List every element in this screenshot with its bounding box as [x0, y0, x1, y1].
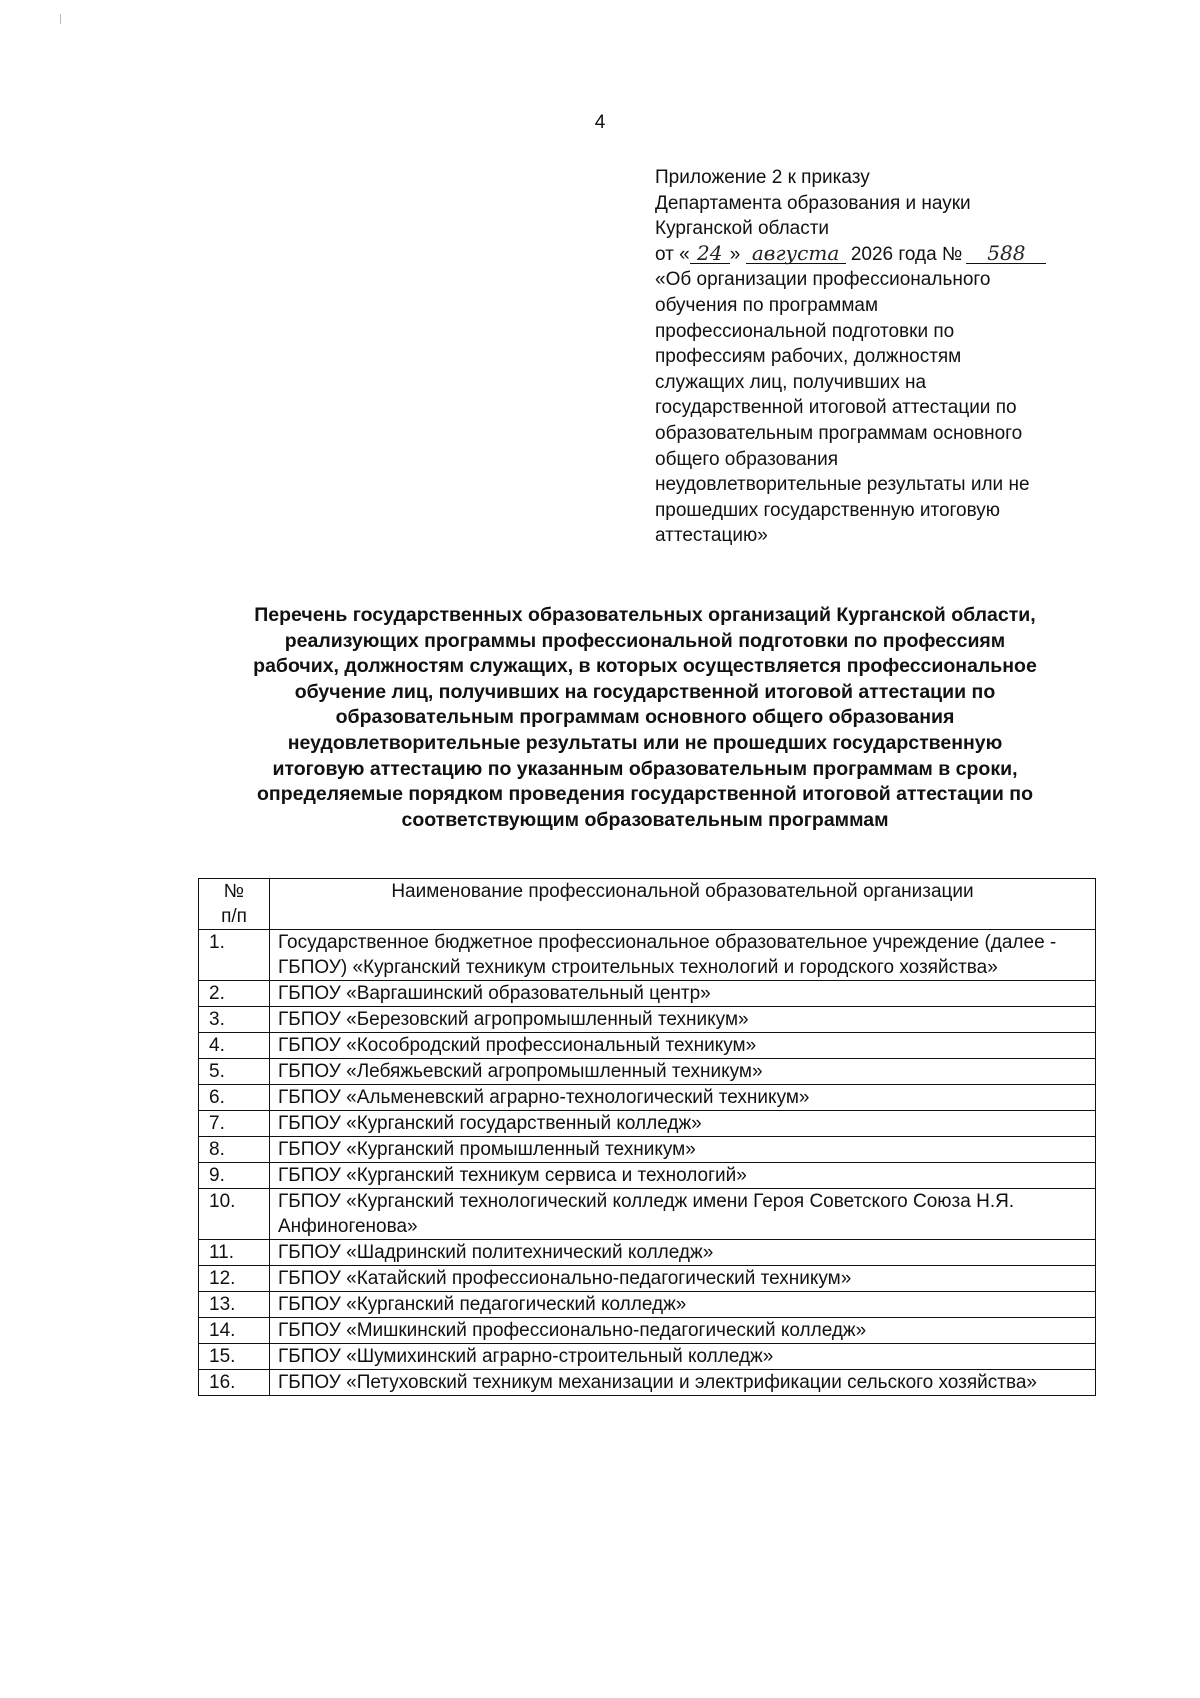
header-number-line: п/п: [221, 906, 247, 927]
date-mid: »: [729, 243, 741, 265]
organization-name: ГБПОУ «Лебяжьевский агропромышленный техникум»: [270, 1059, 1096, 1085]
subject-line: общего образования: [655, 448, 839, 470]
title-line: соответствующим образовательным программам: [401, 808, 889, 831]
subject-line: прошедших государственную итоговую: [655, 499, 1001, 521]
subject-line: профессиональной подготовки по: [655, 320, 955, 342]
subject-line: служащих лиц, получивших на: [655, 371, 927, 393]
table-row: [199, 1111, 1096, 1137]
table-row: [199, 1163, 1096, 1189]
appendix-block: [655, 165, 1125, 549]
order-subject: [655, 267, 1125, 549]
appendix-line: Курганской области: [655, 218, 830, 240]
handwritten-day: 24: [690, 243, 730, 264]
header-number: [199, 879, 270, 930]
row-number: 10.: [199, 1189, 270, 1240]
table-row: [199, 1344, 1096, 1370]
organization-name: ГБПОУ «Курганский техникум сервиса и технологий»: [270, 1163, 1096, 1189]
row-number: 6.: [199, 1085, 270, 1111]
row-number: 12.: [199, 1266, 270, 1292]
title-line: определяемые порядком проведения государственной итоговой аттестации по: [257, 783, 1033, 806]
row-number: 2.: [199, 981, 270, 1007]
title-line: неудовлетворительные результаты или не прошедших государственную: [287, 731, 1003, 754]
table-body: [199, 930, 1096, 1396]
title-line: Перечень государственных образовательных организаций Курганской области,: [254, 604, 1036, 626]
appendix-line: Департамента образования и науки: [655, 192, 971, 214]
table-row: [199, 1266, 1096, 1292]
table-row: [199, 1240, 1096, 1266]
row-number: 14.: [199, 1318, 270, 1344]
organization-name: ГБПОУ «Кособродский профессиональный техникум»: [270, 1033, 1096, 1059]
row-number: 15.: [199, 1344, 270, 1370]
date-prefix: от «: [655, 243, 690, 265]
subject-line: государственной итоговой аттестации по: [655, 397, 1017, 419]
organization-name: ГБПОУ «Петуховский техникум механизации и электрификации сельского хозяйства»: [270, 1370, 1096, 1396]
row-number: 13.: [199, 1292, 270, 1318]
organization-name: ГБПОУ «Курганский государственный колледж»: [270, 1111, 1096, 1137]
subject-line: «Об организации профессионального: [655, 269, 991, 291]
table-row: [199, 1059, 1096, 1085]
row-number: 7.: [199, 1111, 270, 1137]
header-number-line: №: [223, 881, 245, 902]
organization-name: ГБПОУ «Березовский агропромышленный техникум»: [270, 1007, 1096, 1033]
subject-line: образовательным программам основного: [655, 422, 1023, 444]
organization-name: ГБПОУ «Курганский промышленный техникум»: [270, 1137, 1096, 1163]
date-year-text: 2026 года №: [850, 243, 963, 265]
table-row: [199, 1318, 1096, 1344]
organization-name: ГБПОУ «Курганский технологический колледж имени Героя Советского Союза Н.Я. Анфиногенова»: [270, 1189, 1096, 1240]
table-row: [199, 930, 1096, 981]
organization-name: ГБПОУ «Альменевский аграрно-технологический техникум»: [270, 1085, 1096, 1111]
organization-name: ГБПОУ «Курганский педагогический колледж»: [270, 1292, 1096, 1318]
order-date-line: [655, 242, 1125, 268]
organization-name: ГБПОУ «Мишкинский профессионально-педагогический колледж»: [270, 1318, 1096, 1344]
title-line: рабочих, должностям служащих, в которых осуществляется профессиональное: [253, 655, 1037, 678]
table-row: [199, 1189, 1096, 1240]
organizations-table: [198, 878, 1096, 1396]
handwritten-month: августа: [746, 243, 846, 264]
title-line: образовательным программам основного общего образования: [335, 706, 955, 729]
appendix-line: Приложение 2 к приказу: [655, 167, 870, 188]
table-row: [199, 1085, 1096, 1111]
title-line: обучение лиц, получивших на государственной итоговой аттестации по: [294, 680, 996, 703]
table-row: [199, 1033, 1096, 1059]
table-row: [199, 981, 1096, 1007]
organization-name: ГБПОУ «Катайский профессионально-педагогический техникум»: [270, 1266, 1096, 1292]
subject-line: аттестацию»: [655, 525, 768, 547]
organization-name: Государственное бюджетное профессиональное образовательное учреждение (далее - ГБПОУ) «Курганский техникум строительных технологий и городского хозяйства»: [270, 930, 1096, 981]
table-row: [199, 1007, 1096, 1033]
scan-mark: [60, 14, 61, 24]
header-name: Наименование профессиональной образовательной организации: [270, 879, 1096, 930]
row-number: 3.: [199, 1007, 270, 1033]
page-number: 4: [594, 112, 606, 133]
table-row: [199, 1292, 1096, 1318]
row-number: 5.: [199, 1059, 270, 1085]
subject-line: неудовлетворительные результаты или не: [655, 474, 1030, 496]
title-line: реализующих программы профессиональной подготовки по профессиям: [284, 629, 1006, 652]
title-line: итоговую аттестацию по указанным образовательным программам в сроки,: [272, 757, 1018, 780]
table-header-row: [199, 879, 1096, 930]
subject-line: обучения по программам: [655, 294, 879, 316]
organization-name: ГБПОУ «Варгашинский образовательный центр»: [270, 981, 1096, 1007]
table-row: [199, 1370, 1096, 1396]
row-number: 1.: [199, 930, 270, 981]
organization-name: ГБПОУ «Шумихинский аграрно-строительный колледж»: [270, 1344, 1096, 1370]
row-number: 8.: [199, 1137, 270, 1163]
subject-line: профессиям рабочих, должностям: [655, 346, 962, 368]
row-number: 16.: [199, 1370, 270, 1396]
row-number: 11.: [199, 1240, 270, 1266]
row-number: 9.: [199, 1163, 270, 1189]
table-row: [199, 1137, 1096, 1163]
organization-name: ГБПОУ «Шадринский политехнический колледж»: [270, 1240, 1096, 1266]
handwritten-order-number: 588: [966, 243, 1046, 264]
row-number: 4.: [199, 1033, 270, 1059]
document-title: [195, 603, 1095, 833]
